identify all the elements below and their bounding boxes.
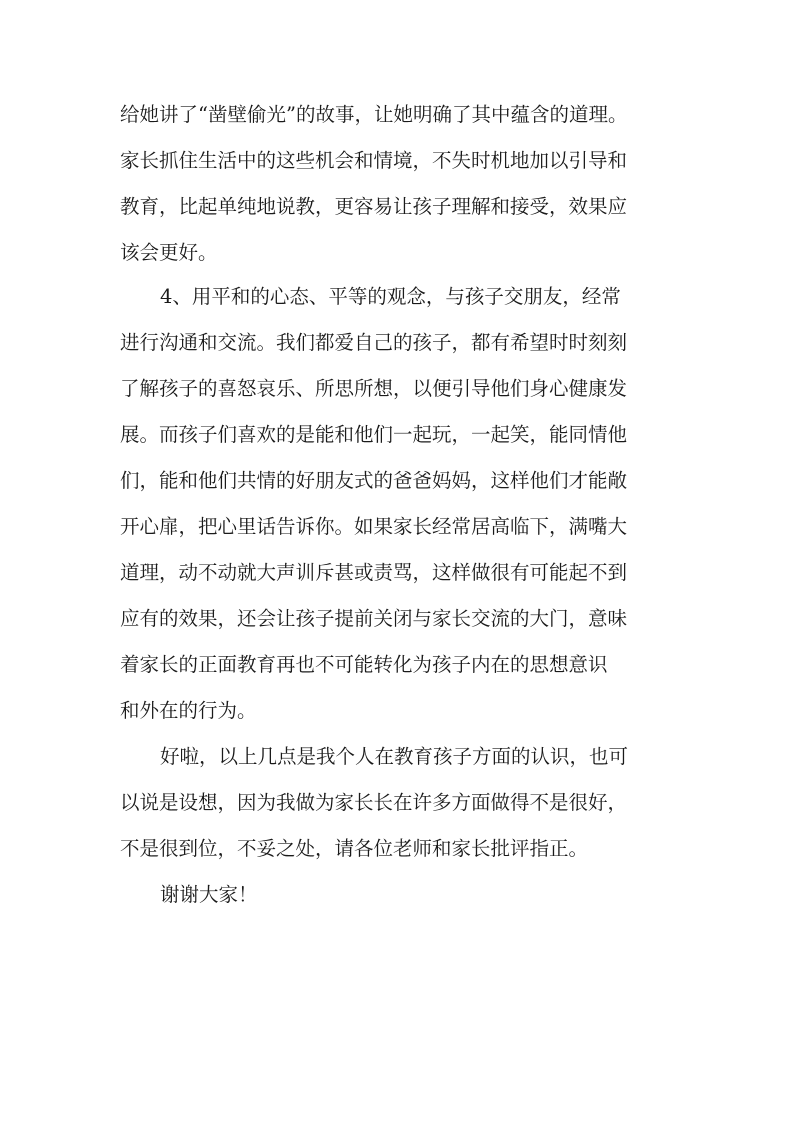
text-line: 进行沟通和交流。我们都爱自己的孩子，都有希望时时刻刻 bbox=[120, 331, 628, 354]
text-line: 4、用平和的心态、平等的观念，与孩子交朋友，经常 bbox=[160, 285, 621, 308]
text-line: 给她讲了“凿壁偷光”的故事，让她明确了其中蕴含的道理。 bbox=[120, 103, 628, 126]
text-line: 谢谢大家！ bbox=[160, 883, 258, 906]
text-line: 应有的效果，还会让孩子提前关闭与家长交流的大门，意味 bbox=[120, 607, 628, 630]
text-line: 开心扉，把心里话告诉你。如果家长经常居高临下，满嘴大 bbox=[120, 515, 628, 538]
text-line: 道理，动不动就大声训斥甚或责骂，这样做很有可能起不到 bbox=[120, 561, 628, 584]
text-line: 着家长的正面教育再也不可能转化为孩子内在的思想意识 bbox=[120, 653, 608, 676]
text-line: 们，能和他们共情的好朋友式的爸爸妈妈，这样他们才能敞 bbox=[120, 469, 628, 492]
text-line: 了解孩子的喜怒哀乐、所思所想，以便引导他们身心健康发 bbox=[120, 377, 628, 400]
text-line: 教育，比起单纯地说教，更容易让孩子理解和接受，效果应 bbox=[120, 195, 628, 218]
text-line: 家长抓住生活中的这些机会和情境，不失时机地加以引导和 bbox=[120, 149, 628, 172]
text-line: 和外在的行为。 bbox=[120, 699, 257, 722]
text-line: 展。而孩子们喜欢的是能和他们一起玩，一起笑，能同情他 bbox=[120, 423, 628, 446]
text-line: 不是很到位，不妥之处，请各位老师和家长批评指正。 bbox=[120, 837, 589, 860]
text-line: 好啦，以上几点是我个人在教育孩子方面的认识，也可 bbox=[160, 745, 629, 768]
text-line: 该会更好。 bbox=[120, 241, 218, 264]
text-line: 以说是设想，因为我做为家长长在许多方面做得不是很好， bbox=[120, 791, 628, 814]
